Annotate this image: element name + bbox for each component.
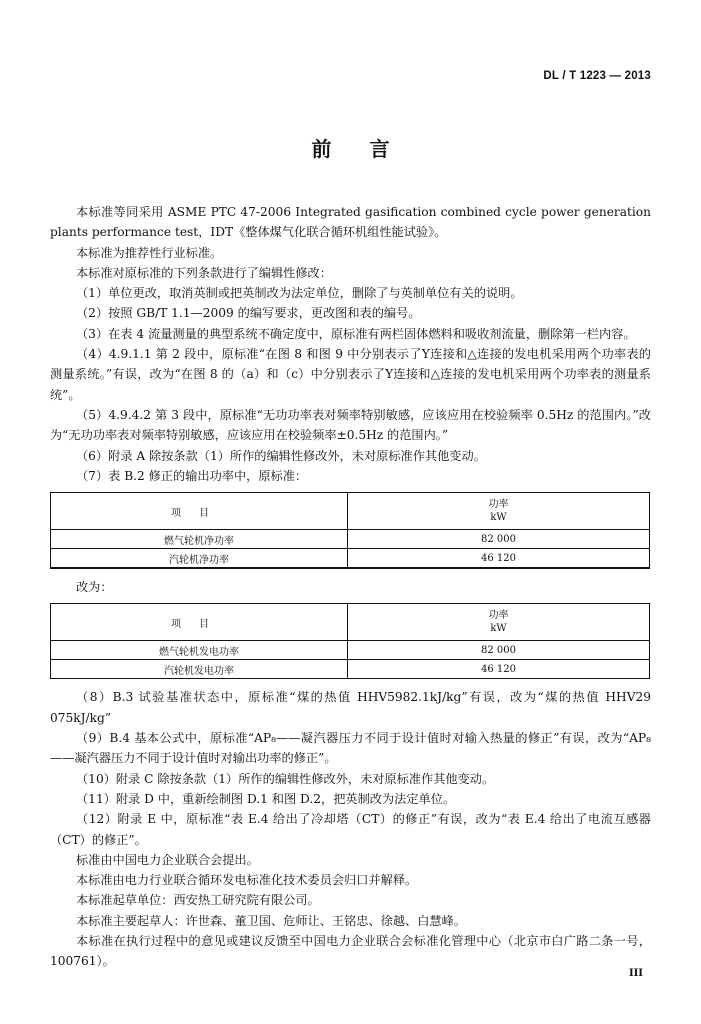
table-header-power-label: 功率 xyxy=(488,610,509,622)
paragraph: 标准由中国电力企业联合会提出。 xyxy=(76,852,259,867)
paragraph: 本标准等同采用 ASME PTC 47-2006 Integrated gasification combined cycle power generation plants performance test，IDT《整体煤气化联合循环机组性能试验》。 xyxy=(50,205,651,240)
paragraph: （11）附录 D 中，重新绘制图 D.1 和图 D.2，把英制改为法定单位。 xyxy=(76,791,456,806)
paragraph: （1）单位更改，取消英制或把英制改为法定单位，删除了与英制单位有关的说明。 xyxy=(76,286,523,301)
table-cell-item: 汽轮机净功率 xyxy=(51,549,348,569)
table-cell-item: 燃气轮机净功率 xyxy=(51,530,348,549)
paragraph: 本标准主要起草人：许世森、董卫国、危师让、王铭忠、徐越、白慧峰。 xyxy=(76,913,466,928)
table-header-item: 项目 xyxy=(51,493,348,530)
page-title: 前言 xyxy=(311,137,428,161)
paragraph: （3）在表 4 流量测量的典型系统不确定度中，原标准有两栏固体燃料和吸收剂流量，删除第一栏内容。 xyxy=(76,326,636,341)
preface-body xyxy=(50,202,651,972)
table-cell-value: 82 000 xyxy=(348,530,650,549)
table-cell-value: 82 000 xyxy=(348,641,650,660)
paragraph: （10）附录 C 除按条款（1）所作的编辑性修改外，未对原标准作其他变动。 xyxy=(76,771,495,786)
original-output-table xyxy=(50,492,650,569)
revised-table-wrap xyxy=(50,603,651,679)
table-row xyxy=(51,660,650,679)
table-header-power xyxy=(348,604,650,641)
table-header-row xyxy=(51,493,650,530)
paragraph: 本标准对原标准的下列条款进行了编辑性修改： xyxy=(76,265,332,280)
table-cell-item: 汽轮机发电功率 xyxy=(51,660,348,679)
table-cell-value: 46 120 xyxy=(348,549,650,569)
paragraph: （4）4.9.1.1 第 2 段中，原标准“在图 8 和图 9 中分别表示了Y连接和△连接的发电机采用两个功率表的测量系统。”有误，改为“在图 8 的（a）和（c）中分别表示了Y连接和△连接的发电机采用两个功率表的测量系统”。 xyxy=(50,347,651,402)
table-header-power-unit: kW xyxy=(490,512,507,524)
table-header-power xyxy=(348,493,650,530)
paragraph: 改为： xyxy=(76,580,113,595)
paragraph: 本标准为推荐性行业标准。 xyxy=(76,245,223,260)
paragraph: （12）附录 E 中，原标准“表 E.4 给出了冷却塔（CT）的修正”有误，改为“表 E.4 给出了电流互感器（CT）的修正”。 xyxy=(50,812,651,847)
page-number: III xyxy=(628,968,643,979)
paragraph: （5）4.9.4.2 第 3 段中，原标准“无功功率表对频率特别敏感，应该应用在校验频率 0.5Hz 的范围内。”改为“无功功率表对频率特别敏感，应该应用在校验频率±0.5Hz 的范围内。” xyxy=(50,407,651,443)
table-cell-item: 燃气轮机发电功率 xyxy=(51,641,348,660)
paragraph: （8）B.3 试验基准状态中，原标准“煤的热值 HHV5982.1kJ/kg”有误，改为“煤的热值 HHV29 075kJ/kg” xyxy=(50,690,651,725)
table-header-power-label: 功率 xyxy=(488,499,509,511)
paragraph: （7）表 B.2 修正的输出功率中，原标准： xyxy=(76,468,308,483)
table-header-row xyxy=(51,604,650,641)
original-table-wrap xyxy=(50,492,651,569)
revised-output-table xyxy=(50,603,650,679)
table-cell-value: 46 120 xyxy=(348,660,650,679)
table-row xyxy=(51,549,650,569)
table-row xyxy=(51,530,650,549)
paragraph: 本标准由电力行业联合循环发电标准化技术委员会归口并解释。 xyxy=(76,873,418,888)
table-header-item: 项目 xyxy=(51,604,348,641)
table-row xyxy=(51,641,650,660)
paragraph: 本标准起草单位：西安热工研究院有限公司。 xyxy=(76,893,320,908)
paragraph: （9）B.4 基本公式中，原标准“AP₈——凝汽器压力不同于设计值时对输入热量的修正”有误，改为“AP₈——凝汽器压力不同于设计值时对输出功率的修正”。 xyxy=(50,731,651,766)
table-header-power-unit: kW xyxy=(490,623,507,635)
paragraph: （6）附录 A 除按条款（1）所作的编辑性修改外，未对原标准作其他变动。 xyxy=(76,448,486,463)
paragraph: （2）按照 GB/T 1.1—2009 的编写要求，更改图和表的编号。 xyxy=(76,306,421,321)
standard-number: DL / T 1223 — 2013 xyxy=(543,70,651,82)
paragraph: 本标准在执行过程中的意见或建议反馈至中国电力企业联合会标准化管理中心（北京市白广路二条一号，100761）。 xyxy=(50,934,651,969)
